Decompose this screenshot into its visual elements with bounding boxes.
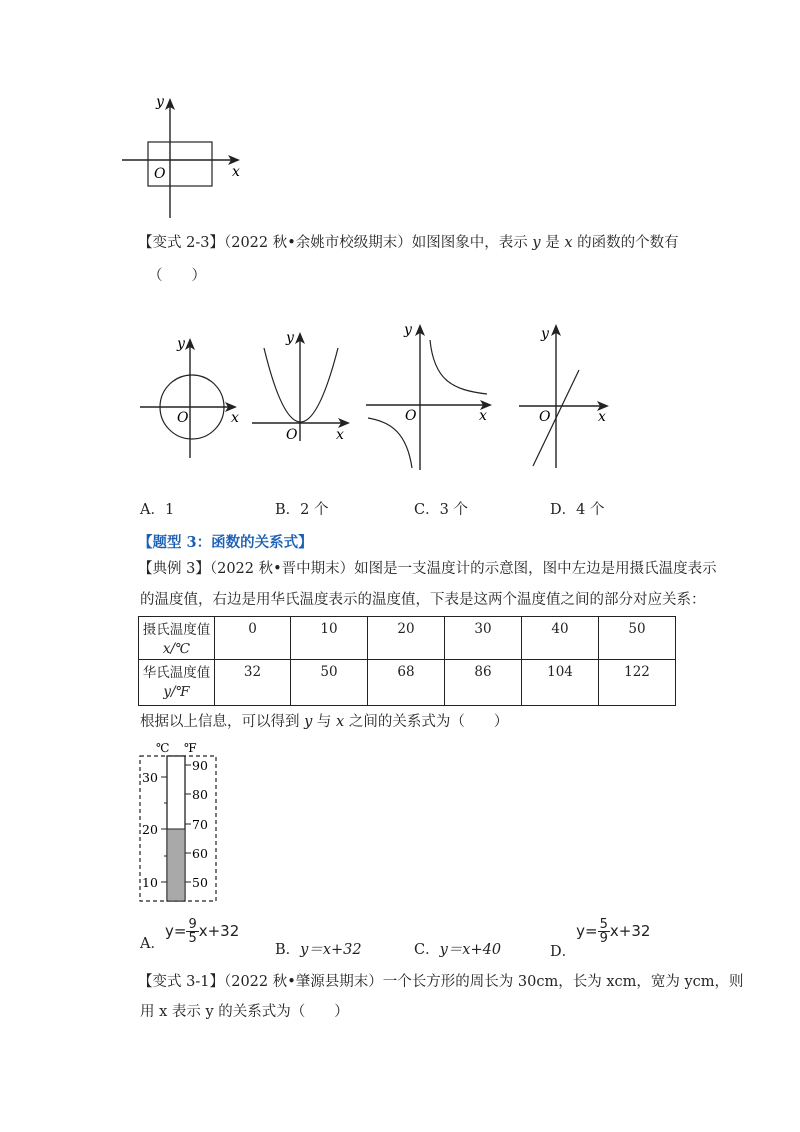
equation-part: y= — [576, 922, 598, 940]
top-graph-x-label: x — [232, 164, 240, 180]
table-row — [139, 660, 676, 706]
table-cell: 20 — [368, 617, 445, 660]
axis-label-y: y — [286, 330, 294, 346]
answer-paren: （ ） — [148, 268, 206, 284]
fahrenheit-label: 80 — [192, 787, 208, 802]
option-text: y＝x+32 — [300, 942, 362, 958]
example-3-line3 — [140, 712, 508, 732]
var-x: x — [336, 714, 345, 730]
option-letter: D． — [550, 944, 577, 960]
table-cell: 50 — [599, 617, 676, 660]
celsius-unit: ℃ — [156, 741, 170, 755]
table-cell: 50 — [291, 660, 368, 706]
equation-part: x+32 — [609, 922, 651, 940]
variant-tag: 【变式 2-3】 — [138, 235, 224, 251]
header-unit: y/℉ — [163, 684, 190, 700]
variant-source: （2022 秋•余姚市校级期末） — [223, 235, 412, 251]
header-text: 摄氏温度值 — [142, 622, 211, 638]
fahrenheit-label: 60 — [192, 846, 208, 861]
origin-label: O — [177, 410, 189, 426]
question-text: 的函数的个数有 — [572, 235, 679, 251]
option-text: y＝x+40 — [439, 942, 502, 958]
variant-tag: 【变式 3-1】 — [138, 974, 224, 990]
equation-part: y= — [164, 922, 187, 940]
option-letter: B． — [275, 502, 301, 518]
temperature-table — [138, 616, 676, 706]
option-a[interactable] — [140, 500, 174, 520]
question-text: 是 — [540, 235, 565, 251]
question-text: 如图图象中，表示 — [411, 235, 533, 251]
option-text: 3 个 — [439, 502, 468, 518]
example-3-line2: 的温度值，右边是用华氏温度表示的温度值，下表是这两个温度值之间的部分对应关系： — [140, 592, 706, 608]
variant-2-3-question — [138, 233, 679, 253]
example-text: 之间的关系式为（ ） — [344, 714, 509, 730]
option-letter: A． — [140, 502, 165, 518]
option-letter: A． — [140, 936, 165, 952]
axis-label-y: y — [177, 336, 185, 352]
option-text: 2 个 — [300, 502, 329, 518]
celsius-label: 30 — [142, 770, 158, 785]
fahrenheit-label: 90 — [192, 758, 208, 773]
table-cell: 86 — [445, 660, 522, 706]
denominator: 9 — [599, 931, 608, 946]
option-a[interactable] — [140, 917, 240, 952]
origin-label: O — [286, 427, 298, 443]
example-tag: 【典例 3】 — [138, 561, 210, 577]
option-d[interactable] — [550, 500, 604, 520]
example-3-line1 — [138, 559, 717, 579]
top-graph-origin: O — [154, 166, 166, 182]
numerator: 5 — [599, 917, 608, 932]
origin-label: O — [539, 409, 551, 425]
fahrenheit-label: 50 — [192, 875, 208, 890]
example-text: 与 — [312, 714, 337, 730]
mercury-column — [168, 830, 184, 901]
origin-label: O — [405, 408, 417, 424]
row-header — [139, 660, 215, 706]
graph-line — [515, 318, 615, 470]
section-title: 【题型 3：函数的关系式】 — [138, 534, 313, 551]
question-text: 一个长方形的周长为 30cm，长为 xcm，宽为 ycm，则 — [382, 974, 744, 990]
table-cell: 68 — [368, 660, 445, 706]
table-cell: 32 — [215, 660, 291, 706]
example-text: 如图是一支温度计的示意图，图中左边是用摄氏温度表示 — [354, 561, 717, 577]
option-letter: C． — [414, 502, 440, 518]
axis-label-x: x — [336, 427, 344, 443]
thermometer-diagram — [134, 736, 224, 906]
table-cell: 30 — [445, 617, 522, 660]
example-text: 根据以上信息，可以得到 — [140, 714, 305, 730]
header-text: 华氏温度值 — [142, 665, 211, 681]
denominator: 5 — [188, 931, 197, 946]
celsius-label: 10 — [142, 875, 158, 890]
option-c[interactable] — [414, 500, 468, 520]
variant-source: （2022 秋•肇源县期末） — [223, 974, 383, 990]
axis-label-x: x — [231, 410, 239, 426]
option-b[interactable] — [275, 500, 329, 520]
option-letter: C． — [414, 942, 440, 958]
graph-parabola — [248, 326, 363, 446]
row-header — [139, 617, 215, 660]
option-text: 1 — [164, 502, 175, 518]
table-cell: 10 — [291, 617, 368, 660]
fahrenheit-label: 70 — [192, 817, 208, 832]
var-y: y — [532, 235, 541, 251]
variant-3-1-line2: 用 x 表示 y 的关系式为（ ） — [140, 1004, 349, 1020]
table-cell: 40 — [522, 617, 599, 660]
axis-label-x: x — [479, 408, 487, 424]
option-c[interactable] — [414, 940, 501, 960]
axis-label-y: y — [541, 326, 549, 342]
option-letter: B． — [275, 942, 301, 958]
fraction — [598, 918, 610, 945]
celsius-label: 20 — [142, 822, 158, 837]
table-cell: 104 — [522, 660, 599, 706]
top-graph-y-label: y — [156, 94, 164, 110]
table-row — [139, 617, 676, 660]
table-cell: 0 — [215, 617, 291, 660]
var-y: y — [304, 714, 313, 730]
option-letter: D． — [550, 502, 577, 518]
fraction — [186, 918, 198, 945]
option-b[interactable] — [275, 940, 362, 960]
header-unit: x/℃ — [162, 641, 191, 657]
fahrenheit-unit: ℉ — [184, 741, 197, 755]
table-cell: 122 — [599, 660, 676, 706]
variant-3-1-line1 — [138, 972, 744, 992]
option-text: 4 个 — [576, 502, 605, 518]
top-axes-graph — [110, 90, 260, 225]
option-d[interactable] — [550, 917, 651, 960]
graph-circle — [135, 330, 250, 460]
numerator: 9 — [188, 917, 197, 932]
var-x: x — [564, 235, 573, 251]
graph-hyperbola — [362, 318, 502, 473]
axis-label-x: x — [598, 409, 606, 425]
axis-label-y: y — [404, 322, 412, 338]
example-source: （2022 秋•晋中期末） — [209, 561, 355, 577]
equation-part: x+32 — [198, 922, 240, 940]
